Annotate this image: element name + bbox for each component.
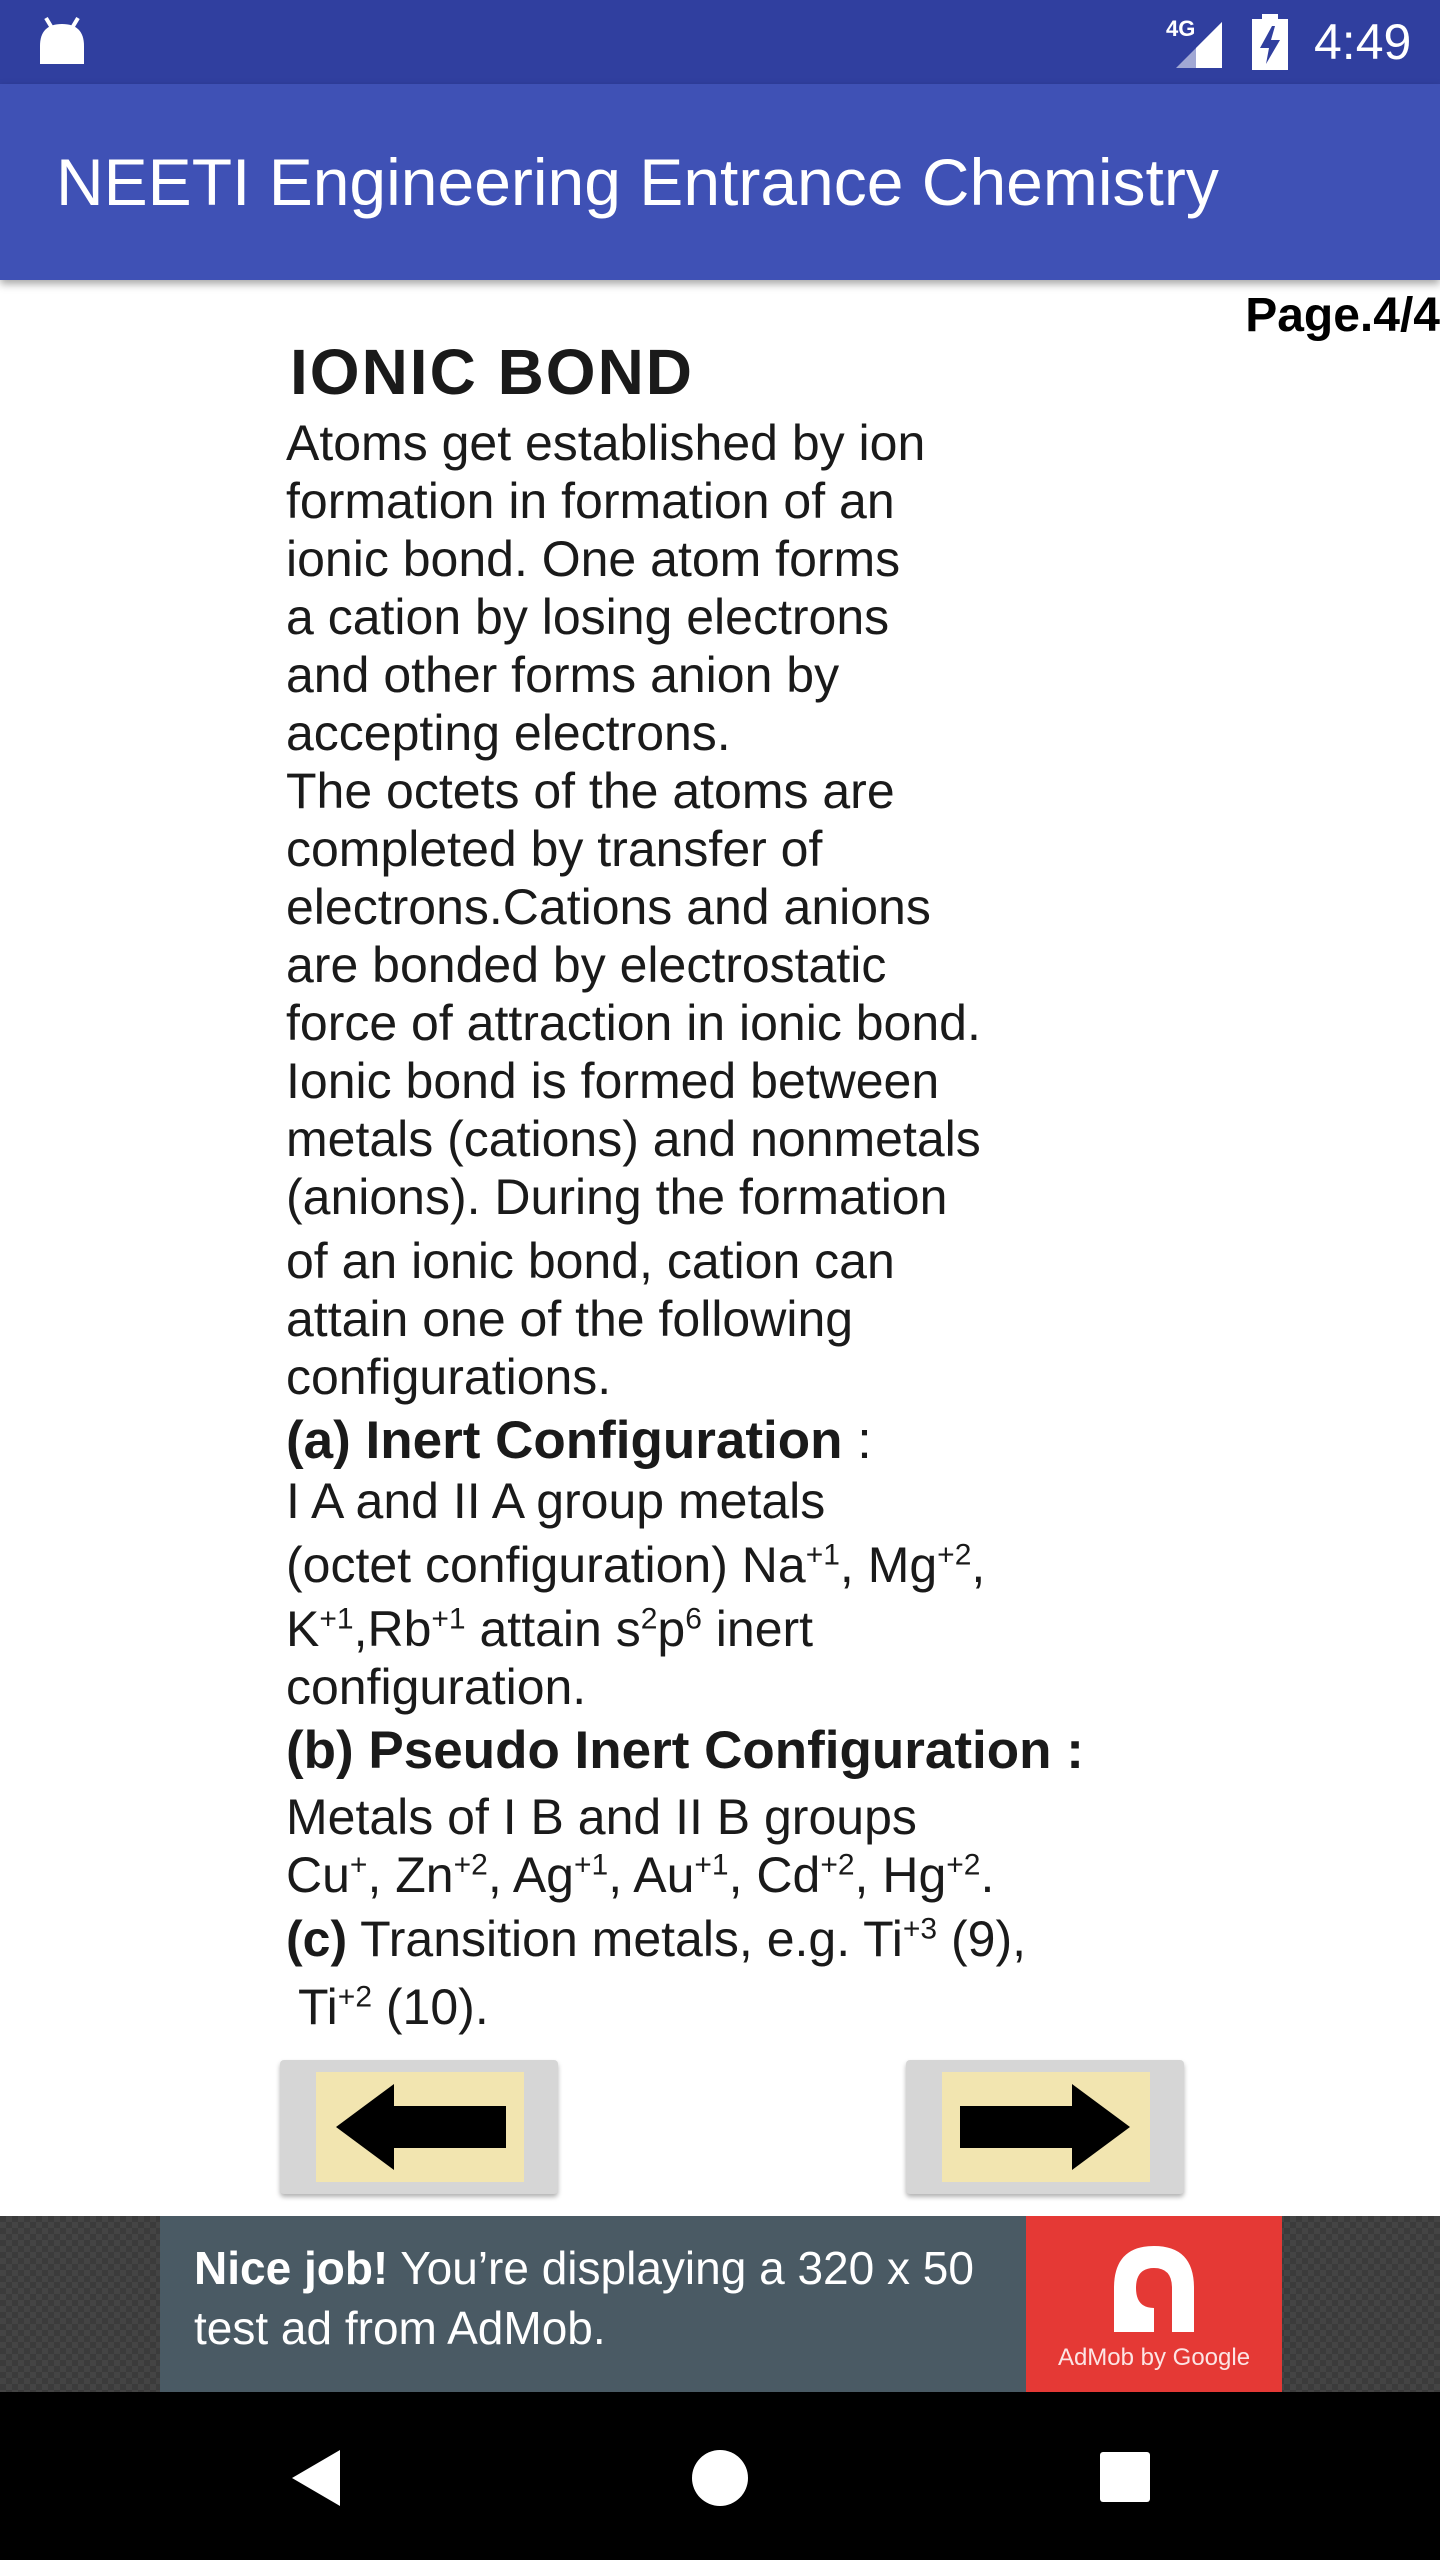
content-line: and other forms anion by: [286, 647, 840, 703]
recent-apps-icon[interactable]: [1098, 2450, 1152, 2504]
section-c-line: $Ti^{+2}$ (10).: [298, 1979, 489, 2035]
system-navigation-bar: [0, 2392, 1440, 2560]
section-a-line: configuration.: [286, 1659, 587, 1715]
content-line: ionic bond. One atom forms: [286, 531, 901, 587]
network-type-label: 4G: [1166, 16, 1196, 41]
home-icon[interactable]: [690, 2448, 750, 2508]
section-a-line: $K^{+1},Rb^{+1}$ attain $s^2p^6$ inert: [286, 1601, 814, 1657]
content-line: The octets of the atoms are: [286, 763, 895, 819]
page-content: [286, 330, 1186, 2040]
content-line: completed by transfer of: [286, 821, 823, 877]
content-line: configurations.: [286, 1349, 612, 1405]
section-a-line: I A and II A group metals: [286, 1473, 826, 1529]
section-b-line: Cu+, $Zn^{+2}$, $Ag^{+1}$, $Au^{+1}$, $Cd^{+2}$, $Hg^{+2}$.: [286, 1847, 995, 1903]
next-page-button[interactable]: [906, 2060, 1184, 2194]
content-line: are bonded by electrostatic: [286, 937, 887, 993]
arrow-right-icon: [942, 2072, 1150, 2182]
app-bar: [0, 84, 1440, 280]
ad-text: Nice job! You’re displaying a 320 x 50 test ad from AdMob.: [194, 2242, 974, 2354]
battery-charging-icon: [1252, 14, 1288, 70]
previous-page-button-face: [316, 2072, 524, 2182]
content-line: Ionic bond is formed between: [286, 1053, 940, 1109]
content-line: of an ionic bond, cation can: [286, 1233, 895, 1289]
content-line: a cation by losing electrons: [286, 589, 890, 645]
status-bar: [0, 0, 1440, 84]
content-line: attain one of the following: [286, 1291, 854, 1347]
content-line: formation in formation of an: [286, 473, 895, 529]
section-c-line: (c) Transition metals, e.g. $Ti^{+3}$ (9),: [286, 1911, 1027, 1967]
previous-page-button[interactable]: [280, 2060, 558, 2194]
content-line: metals (cations) and nonmetals: [286, 1111, 981, 1167]
ad-banner[interactable]: [160, 2216, 1026, 2392]
back-icon[interactable]: [288, 2448, 344, 2508]
content-line: electrons.Cations and anions: [286, 879, 931, 935]
section-b-heading: (b) Pseudo Inert Configuration :: [286, 1721, 1084, 1780]
section-b-line: Metals of I B and II B groups: [286, 1789, 917, 1845]
content-line: accepting electrons.: [286, 705, 731, 761]
content-line: Atoms get established by ion: [286, 415, 926, 471]
content-heading: IONIC BOND: [290, 336, 694, 408]
status-clock: 4:49: [1314, 14, 1412, 70]
admob-icon: [1102, 2236, 1206, 2340]
next-page-button-face: [942, 2072, 1150, 2182]
ad-container: [0, 2216, 1440, 2392]
android-notification-icon: [36, 16, 88, 68]
admob-logo-label: AdMob by Google: [1057, 2344, 1251, 2371]
content-line: force of attraction in ionic bond.: [286, 995, 981, 1051]
admob-logo[interactable]: [1026, 2216, 1282, 2392]
signal-icon: [1172, 18, 1222, 68]
content-line: (anions). During the formation: [286, 1169, 948, 1225]
section-a-heading: (a) Inert Configuration :: [286, 1411, 872, 1470]
section-a-line: (octet configuration) $Na^{+1}$, $Mg^{+2}$,: [286, 1537, 986, 1593]
page-indicator: Page.4/4: [1245, 289, 1440, 342]
arrow-left-icon: [316, 2072, 524, 2182]
app-title: NEETI Engineering Entrance Chemistry: [56, 145, 1219, 219]
